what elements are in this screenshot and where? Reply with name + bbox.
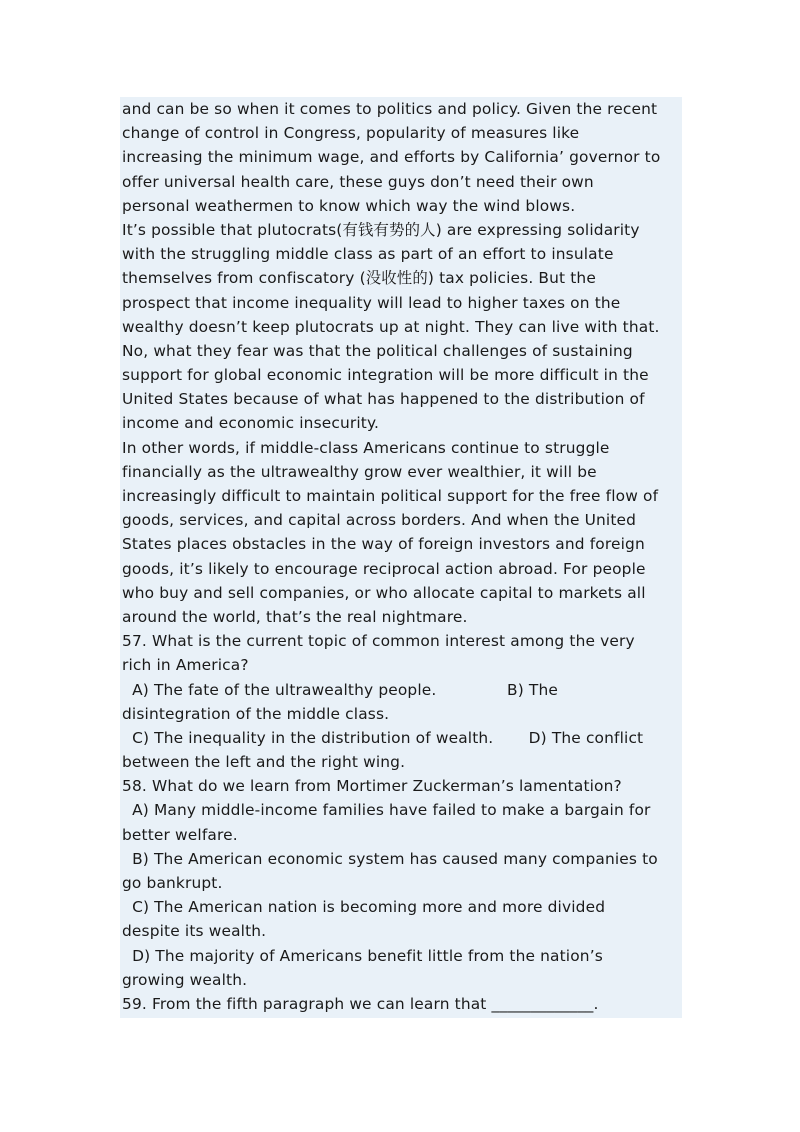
text-line: who buy and sell companies, or who allocate capital to markets all [122, 583, 646, 602]
text-line: prospect that income inequality will lead to higher taxes on the [122, 293, 621, 312]
question-58-option-a: A) Many middle-income families have failed to make a bargain for [122, 801, 651, 820]
text-line: with the struggling middle class as part of an effort to insulate [122, 245, 614, 264]
text-line: goods, it’s likely to encourage reciprocal action abroad. For people [122, 559, 646, 578]
question-58-option-b: B) The American economic system has caused many companies to [122, 849, 658, 868]
text-line: increasingly difficult to maintain political support for the free flow of [122, 487, 659, 505]
question-58-option-d: D) The majority of Americans benefit little from the nation’s [122, 946, 603, 965]
question-57-options-line: C) The inequality in the distribution of wealth. D) The conflict [122, 728, 644, 747]
text-line: States places obstacles in the way of foreign investors and foreign [122, 535, 645, 554]
question-57-options-line: A) The fate of the ultrawealthy people. B) The [122, 680, 559, 699]
text-line: In other words, if middle-class Americans continue to struggle [122, 438, 610, 457]
question-58-option-d: growing wealth. [122, 970, 248, 989]
question-57-line: rich in America? [122, 656, 249, 675]
question-58-option-a: better welfare. [122, 825, 238, 844]
question-57-line: 57. What is the current topic of common interest among the very [122, 632, 635, 651]
text-line: themselves from confiscatory (没收性的) tax policies. But the [122, 269, 596, 288]
question-58-line: 58. What do we learn from Mortimer Zuckerman’s lamentation? [122, 777, 622, 796]
text-line: No, what they fear was that the political challenges of sustaining [122, 341, 633, 360]
text-line: around the world, that’s the real nightmare. [122, 607, 468, 626]
text-line: income and economic insecurity. [122, 414, 380, 433]
text-line: goods, services, and capital across borders. And when the United [122, 511, 637, 530]
text-line: financially as the ultrawealthy grow ever wealthier, it will be [122, 462, 597, 481]
text-line: increasing the minimum wage, and efforts by California’ governor to [122, 148, 661, 167]
text-line: support for global economic integration will be more difficult in the [122, 366, 649, 385]
question-59-line: 59. From the fifth paragraph we can learn that _____________. [122, 994, 599, 1013]
question-58-option-c: despite its wealth. [122, 922, 267, 941]
text-line: change of control in Congress, popularity of measures like [122, 124, 580, 143]
question-57-options-line: between the left and the right wing. [122, 753, 406, 772]
text-line: and can be so when it comes to politics and policy. Given the recent [122, 100, 658, 118]
passage-text [120, 97, 682, 1018]
text-line: It’s possible that plutocrats(有钱有势的人) are expressing solidarity [122, 220, 640, 239]
text-line: personal weathermen to know which way the wind blows. [122, 196, 576, 215]
text-line: offer universal health care, these guys don’t need their own [122, 172, 594, 191]
question-57-options-line: disintegration of the middle class. [122, 704, 390, 723]
text-line: wealthy doesn’t keep plutocrats up at night. They can live with that. [122, 317, 660, 336]
text-line: United States because of what has happened to the distribution of [122, 390, 645, 409]
question-58-option-b: go bankrupt. [122, 874, 223, 892]
question-58-option-c: C) The American nation is becoming more and more divided [122, 898, 606, 917]
